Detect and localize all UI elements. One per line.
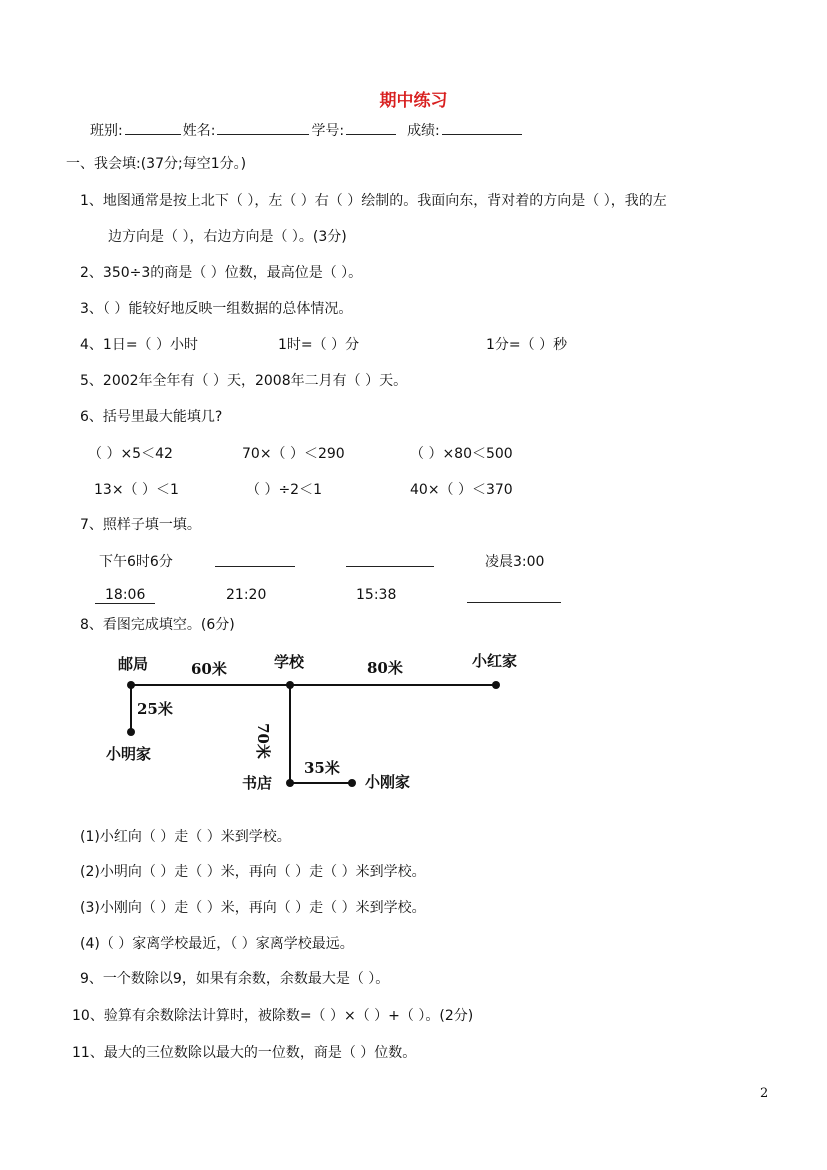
distance-school-bookstore: 70米 — [254, 723, 272, 759]
label-xiaohong: 小红家 — [472, 652, 518, 670]
route-map — [100, 645, 540, 805]
distance-school-xiaohong: 80米 — [367, 659, 403, 677]
question-1-line1: 1、地图通常是按上北下（ ），左（ ）右（ ）绘制的。我面向东，背对着的方向是（ ），我的左 — [80, 193, 667, 209]
question-7-title: 7、照样子填一填。 — [80, 517, 201, 533]
id-label: 学号: — [311, 123, 345, 139]
q7-clock-time: 15:38 — [356, 587, 397, 603]
q7-answer-blank[interactable] — [467, 588, 561, 603]
label-bookstore: 书店 — [242, 774, 273, 792]
label-xiaoming: 小明家 — [106, 745, 152, 763]
student-info-line — [90, 120, 524, 140]
q7-time-text: 凌晨3:00 — [485, 554, 545, 570]
q7-answer-blank[interactable] — [215, 552, 295, 567]
section1-title: 一、我会填:(37分;每空1分。) — [66, 156, 247, 172]
distance-post-xiaoming: 25米 — [137, 700, 173, 718]
question-2: 2、350÷3的商是（ ）位数，最高位是（ ）。 — [80, 265, 363, 281]
q6-item: （ ）÷2＜1 — [246, 482, 322, 498]
q8-subquestion: (1)小红向（ ）走（ ）米到学校。 — [80, 829, 291, 845]
q8-subquestion: (2)小明向（ ）走（ ）米，再向（ ）走（ ）米到学校。 — [80, 864, 426, 880]
label-school: 学校 — [274, 653, 305, 671]
q6-item: （ ）×5＜42 — [88, 446, 173, 462]
q6-item: 13×（ ）＜1 — [94, 482, 179, 498]
post-office-dot — [127, 681, 135, 689]
question-9: 9、一个数除以9，如果有余数，余数最大是（ ）。 — [80, 971, 390, 987]
id-blank[interactable] — [346, 120, 396, 135]
q7-example-clock: 18:06 — [95, 587, 155, 604]
score-blank[interactable] — [442, 120, 522, 135]
question-1-line2: 边方向是（ ），右边方向是（ ）。(3分) — [108, 229, 347, 245]
question-3: 3、（ ）能较好地反映一组数据的总体情况。 — [80, 301, 353, 317]
question-8-title: 8、看图完成填空。(6分) — [80, 617, 235, 633]
label-post-office: 邮局 — [118, 655, 149, 673]
question-10: 10、验算有余数除法计算时，被除数=（ ）×（ ）+（ ）。(2分) — [72, 1008, 474, 1024]
xiaoming-dot — [127, 728, 135, 736]
school-dot — [286, 681, 294, 689]
class-blank[interactable] — [125, 120, 181, 135]
q6-item: （ ）×80＜500 — [410, 446, 513, 462]
q6-item: 40×（ ）＜370 — [410, 482, 513, 498]
q7-clock-time: 21:20 — [226, 587, 267, 603]
page-number: 2 — [760, 1086, 769, 1101]
name-blank[interactable] — [217, 120, 309, 135]
question-4b: 1时=（ ）分 — [278, 337, 360, 353]
score-label: 成绩: — [407, 123, 440, 139]
label-xiaogang: 小刚家 — [365, 773, 411, 791]
distance-bookstore-xiaogang: 35米 — [304, 759, 340, 777]
q7-answer-blank[interactable] — [346, 552, 434, 567]
distance-post-school: 60米 — [191, 660, 227, 678]
bookstore-dot — [286, 779, 294, 787]
xiaohong-dot — [492, 681, 500, 689]
page-title: 期中练习 — [379, 91, 448, 111]
q7-example-text: 下午6时6分 — [99, 554, 173, 570]
question-4c: 1分=（ ）秒 — [486, 337, 568, 353]
question-4a: 4、1日=（ ）小时 — [80, 337, 198, 353]
xiaogang-dot — [348, 779, 356, 787]
class-label: 班别: — [90, 123, 123, 139]
question-11: 11、最大的三位数除以最大的一位数，商是（ ）位数。 — [72, 1045, 417, 1061]
question-5: 5、2002年全年有（ ）天，2008年二月有（ ）天。 — [80, 373, 408, 389]
name-label: 姓名: — [182, 123, 216, 139]
question-6-title: 6、括号里最大能填几? — [80, 409, 223, 425]
q8-subquestion: (4)（ ）家离学校最近，（ ）家离学校最远。 — [80, 936, 354, 952]
q6-item: 70×（ ）＜290 — [242, 446, 345, 462]
q8-subquestion: (3)小刚向（ ）走（ ）米，再向（ ）走（ ）米到学校。 — [80, 900, 426, 916]
